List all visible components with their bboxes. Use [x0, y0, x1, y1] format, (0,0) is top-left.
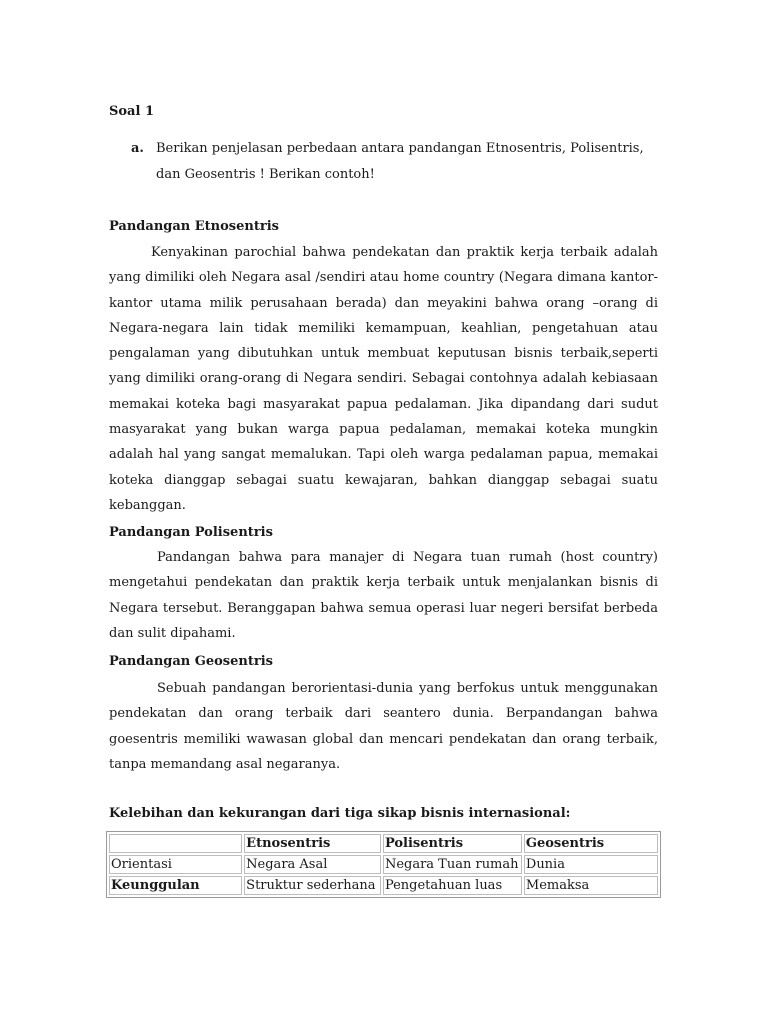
comparison-table — [106, 831, 661, 898]
table-cell: Pengetahuan luas — [383, 876, 522, 895]
polisentris-heading: Pandangan Polisentris — [109, 525, 273, 540]
table-cell: Dunia — [524, 855, 658, 874]
etnosentris-paragraph: Kenyakinan parochial bahwa pendekatan dan praktik kerja terbaik adalah yang dimiliki oleh Negara asal /sendiri atau home country (Negara dimana kantor-kantor utama milik perusahaan berada) dan meyakini bahwa orang –orang di Negara-negara lain tidak memiliki kemampuan, keahlian, pengetahuan atau pengalaman yang dibutuhkan untuk membuat keputusan bisnis terbaik,seperti yang dimiliki orang-orang di Negara sendiri. Sebagai contohnya adalah kebiasaan memakai koteka bagi masyarakat papua pedalaman. Jika dipandang dari sudut masyarakat yang bukan warga papua pedalaman, memakai koteka mungkin adalah hal yang sangat memalukan. Tapi oleh warga pedalaman papua, memakai koteka dianggap sebagai suatu kewajaran, bahkan dianggap sebagai suatu kebanggan. — [109, 245, 658, 513]
polisentris-paragraph: Pandangan bahwa para manajer di Negara tuan rumah (host country) mengetahui pendekatan dan praktik kerja terbaik untuk menjalankan bisnis di Negara tersebut. Beranggapan bahwa semua operasi luar negeri bersifat berbeda dan sulit dipahami. — [109, 550, 658, 641]
table-row-label: Orientasi — [109, 855, 242, 874]
table-cell: Memaksa — [524, 876, 658, 895]
table-header-row — [109, 834, 658, 853]
table-header-cell: Geosentris — [524, 834, 658, 853]
geosentris-heading: Pandangan Geosentris — [109, 654, 273, 669]
table-cell: Struktur sederhana — [244, 876, 381, 895]
table-row — [109, 876, 658, 895]
table-cell: Negara Tuan rumah — [383, 855, 522, 874]
table-cell: Negara Asal — [244, 855, 381, 874]
geosentris-paragraph: Sebuah pandangan berorientasi-dunia yang berfokus untuk menggunakan pendekatan dan orang terbaik dari seantero dunia. Berpandangan bahwa goesentris memiliki wawasan global dan mencari pendekatan dan orang terbaik, tanpa memandang asal negaranya. — [109, 681, 658, 772]
table-header-cell: Polisentris — [383, 834, 522, 853]
table-row — [109, 855, 658, 874]
table-header-cell: Etnosentris — [244, 834, 381, 853]
question-marker: a. — [131, 141, 144, 156]
table-title: Kelebihan dan kekurangan dari tiga sikap bisnis internasional: — [109, 806, 571, 821]
table-row-label: Keunggulan — [109, 876, 242, 895]
table-header-cell — [109, 834, 242, 853]
soal-title: Soal 1 — [109, 104, 154, 119]
question-text: Berikan penjelasan perbedaan antara pandangan Etnosentris, Polisentris, dan Geosentris ! Berikan contoh! — [156, 141, 644, 182]
etnosentris-heading: Pandangan Etnosentris — [109, 219, 279, 234]
